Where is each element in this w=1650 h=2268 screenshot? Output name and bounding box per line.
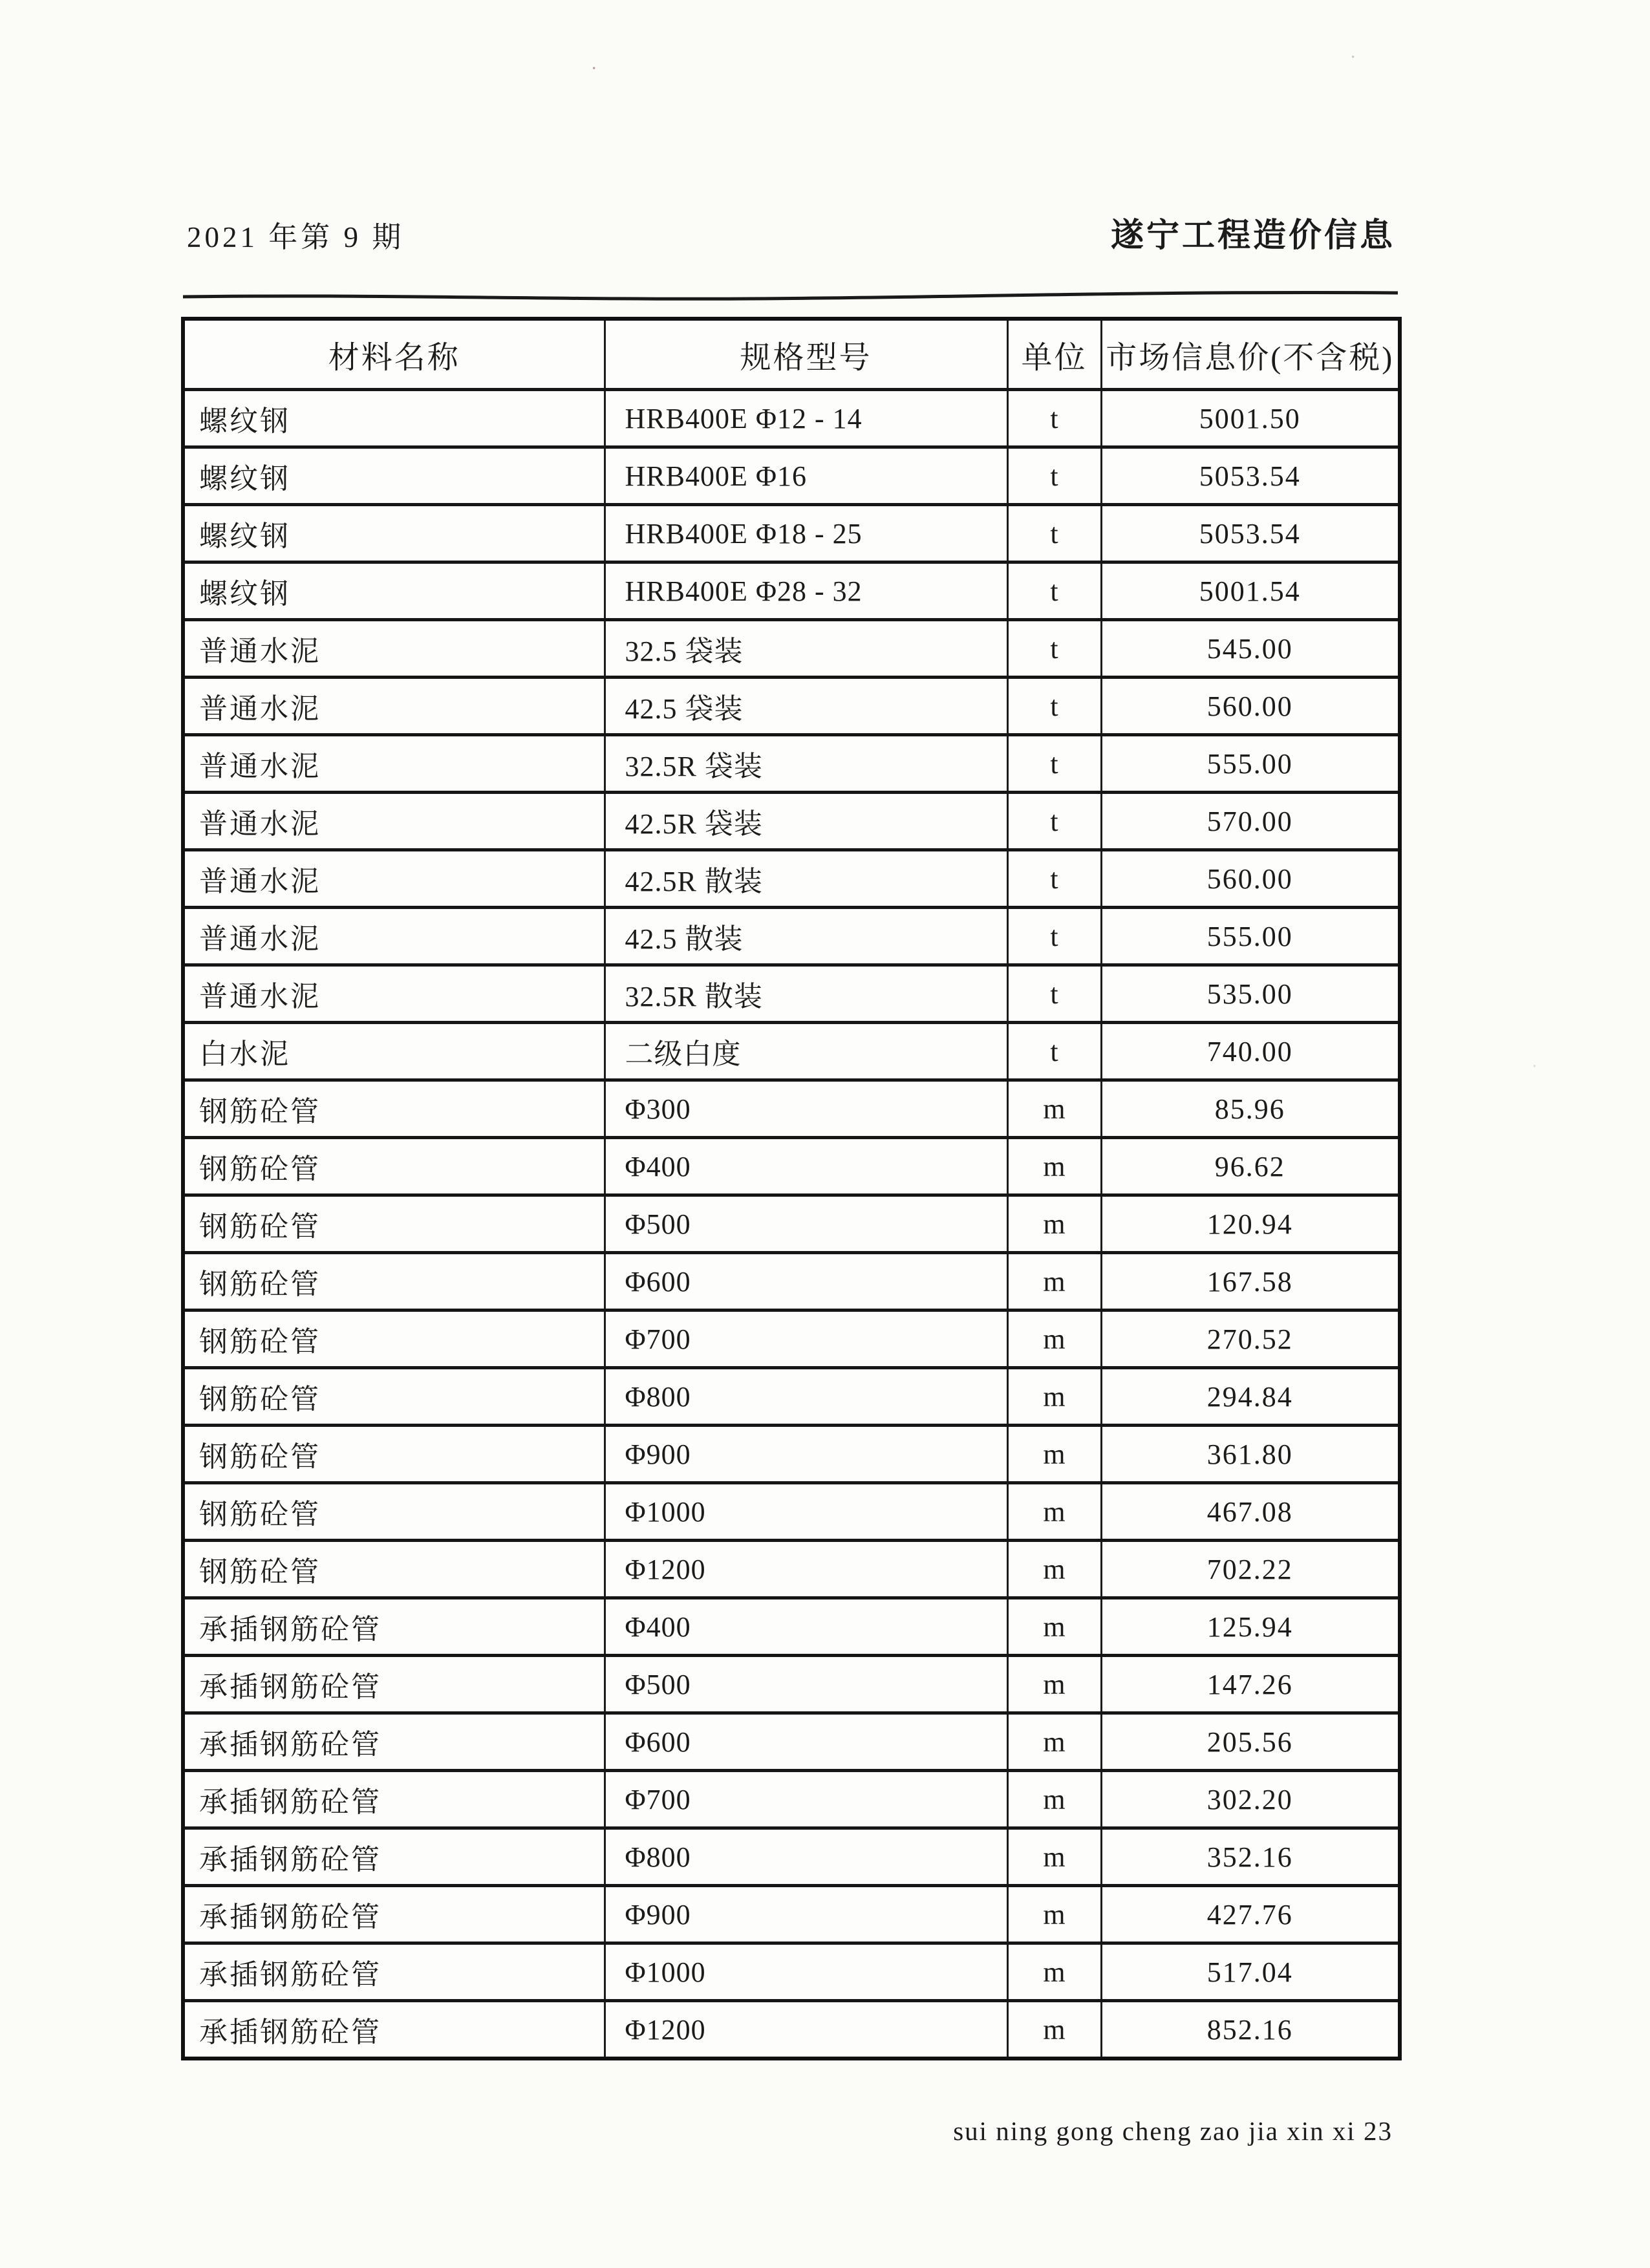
cell-unit: t [1007,505,1101,562]
cell-unit: m [1007,1713,1101,1771]
cell-price: 545.00 [1101,620,1400,678]
table-row [183,1541,1400,1598]
cell-material-name: 承插钢筋砼管 [183,1771,605,1828]
publication-title: 遂宁工程造价信息 [1110,218,1395,254]
cell-unit: t [1007,620,1101,678]
cell-spec: Φ300 [605,1080,1007,1138]
cell-price: 535.00 [1101,965,1400,1023]
table-row [183,505,1400,562]
header-row [183,319,1400,390]
cell-price: 302.20 [1101,1771,1400,1828]
cell-material-name: 普通水泥 [183,793,605,850]
cell-unit: m [1007,1138,1101,1195]
cell-unit: t [1007,965,1101,1023]
cell-unit: m [1007,1483,1101,1541]
cell-price: 5001.50 [1101,390,1400,447]
table-row [183,1828,1400,1886]
cell-material-name: 普通水泥 [183,908,605,965]
cell-spec: Φ400 [605,1138,1007,1195]
cell-unit: t [1007,850,1101,908]
cell-price: 5001.54 [1101,562,1400,620]
cell-spec: Φ400 [605,1598,1007,1656]
cell-unit: m [1007,1368,1101,1426]
table-row [183,1023,1400,1080]
cell-spec: Φ600 [605,1253,1007,1311]
cell-spec: Φ1000 [605,1943,1007,2001]
header-rule [183,290,1398,301]
table-row [183,1886,1400,1943]
table-row [183,1426,1400,1483]
cell-price: 205.56 [1101,1713,1400,1771]
cell-spec: Φ700 [605,1311,1007,1368]
cell-unit: m [1007,1541,1101,1598]
cell-price: 270.52 [1101,1311,1400,1368]
cell-unit: m [1007,1253,1101,1311]
cell-material-name: 螺纹钢 [183,562,605,620]
cell-material-name: 普通水泥 [183,850,605,908]
cell-spec: 32.5R 袋装 [605,735,1007,793]
cell-spec: Φ900 [605,1426,1007,1483]
table-row [183,735,1400,793]
cell-spec: Φ500 [605,1656,1007,1713]
cell-unit: t [1007,1023,1101,1080]
cell-price: 120.94 [1101,1195,1400,1253]
column-header: 材料名称 [183,319,605,390]
cell-unit: m [1007,2001,1101,2059]
cell-unit: m [1007,1598,1101,1656]
cell-price: 702.22 [1101,1541,1400,1598]
cell-price: 352.16 [1101,1828,1400,1886]
table-row [183,1138,1400,1195]
cell-material-name: 承插钢筋砼管 [183,1943,605,2001]
cell-material-name: 普通水泥 [183,620,605,678]
cell-price: 5053.54 [1101,447,1400,505]
cell-unit: m [1007,1195,1101,1253]
cell-price: 740.00 [1101,1023,1400,1080]
table-row [183,1080,1400,1138]
cell-price: 467.08 [1101,1483,1400,1541]
cell-price: 555.00 [1101,908,1400,965]
cell-spec: Φ600 [605,1713,1007,1771]
table-row [183,447,1400,505]
cell-unit: m [1007,1886,1101,1943]
cell-unit: m [1007,1771,1101,1828]
cell-price: 852.16 [1101,2001,1400,2059]
table-row [183,1368,1400,1426]
cell-spec: HRB400E Φ28 - 32 [605,562,1007,620]
cell-spec: Φ800 [605,1368,1007,1426]
cell-material-name: 螺纹钢 [183,447,605,505]
cell-price: 555.00 [1101,735,1400,793]
table-row [183,1311,1400,1368]
cell-spec: Φ900 [605,1886,1007,1943]
table-row [183,1598,1400,1656]
cell-unit: t [1007,793,1101,850]
cell-price: 294.84 [1101,1368,1400,1426]
price-table-body [183,390,1400,2059]
cell-spec: Φ1000 [605,1483,1007,1541]
cell-spec: 42.5 散装 [605,908,1007,965]
cell-material-name: 钢筋砼管 [183,1368,605,1426]
table-row [183,1771,1400,1828]
cell-material-name: 钢筋砼管 [183,1253,605,1311]
cell-spec: 32.5R 散装 [605,965,1007,1023]
cell-unit: t [1007,447,1101,505]
table-row [183,965,1400,1023]
table-row [183,562,1400,620]
cell-material-name: 承插钢筋砼管 [183,1886,605,1943]
price-table-head [183,319,1400,390]
column-header: 规格型号 [605,319,1007,390]
price-table [181,317,1402,2060]
table-row [183,850,1400,908]
cell-material-name: 钢筋砼管 [183,1080,605,1138]
cell-price: 560.00 [1101,850,1400,908]
cell-spec: Φ1200 [605,1541,1007,1598]
cell-spec: Φ800 [605,1828,1007,1886]
cell-price: 147.26 [1101,1656,1400,1713]
table-row [183,793,1400,850]
column-header: 单位 [1007,319,1101,390]
cell-material-name: 承插钢筋砼管 [183,1598,605,1656]
cell-material-name: 钢筋砼管 [183,1311,605,1368]
cell-material-name: 白水泥 [183,1023,605,1080]
cell-spec: 二级白度 [605,1023,1007,1080]
cell-material-name: 普通水泥 [183,735,605,793]
cell-unit: t [1007,562,1101,620]
cell-spec: HRB400E Φ12 - 14 [605,390,1007,447]
cell-material-name: 钢筋砼管 [183,1483,605,1541]
cell-price: 361.80 [1101,1426,1400,1483]
cell-spec: HRB400E Φ16 [605,447,1007,505]
table-row [183,1713,1400,1771]
table-row [183,620,1400,678]
column-header: 市场信息价(不含税) [1101,319,1400,390]
cell-material-name: 承插钢筋砼管 [183,1828,605,1886]
cell-material-name: 钢筋砼管 [183,1541,605,1598]
cell-unit: m [1007,1943,1101,2001]
issue-label: 2021 年第 9 期 [187,221,405,253]
table-row [183,2001,1400,2059]
cell-material-name: 普通水泥 [183,678,605,735]
cell-price: 125.94 [1101,1598,1400,1656]
cell-spec: Φ500 [605,1195,1007,1253]
table-row [183,1253,1400,1311]
cell-unit: m [1007,1080,1101,1138]
cell-price: 96.62 [1101,1138,1400,1195]
table-row [183,1943,1400,2001]
cell-spec: 42.5R 散装 [605,850,1007,908]
table-row [183,1195,1400,1253]
cell-unit: t [1007,678,1101,735]
cell-unit: m [1007,1311,1101,1368]
cell-price: 167.58 [1101,1253,1400,1311]
table-row [183,1656,1400,1713]
cell-spec: Φ1200 [605,2001,1007,2059]
cell-unit: m [1007,1828,1101,1886]
table-row [183,908,1400,965]
cell-price: 570.00 [1101,793,1400,850]
cell-material-name: 钢筋砼管 [183,1195,605,1253]
table-row [183,1483,1400,1541]
cell-material-name: 钢筋砼管 [183,1138,605,1195]
cell-price: 427.76 [1101,1886,1400,1943]
cell-material-name: 承插钢筋砼管 [183,1713,605,1771]
cell-unit: t [1007,908,1101,965]
table-row [183,390,1400,447]
cell-spec: Φ700 [605,1771,1007,1828]
cell-material-name: 钢筋砼管 [183,1426,605,1483]
table-row [183,678,1400,735]
cell-material-name: 螺纹钢 [183,505,605,562]
cell-spec: 32.5 袋装 [605,620,1007,678]
cell-material-name: 普通水泥 [183,965,605,1023]
cell-spec: 42.5 袋装 [605,678,1007,735]
cell-price: 560.00 [1101,678,1400,735]
cell-unit: m [1007,1426,1101,1483]
cell-material-name: 承插钢筋砼管 [183,1656,605,1713]
cell-price: 85.96 [1101,1080,1400,1138]
page-footer: sui ning gong cheng zao jia xin xi 23 [953,2116,1393,2146]
cell-price: 517.04 [1101,1943,1400,2001]
cell-spec: HRB400E Φ18 - 25 [605,505,1007,562]
cell-material-name: 承插钢筋砼管 [183,2001,605,2059]
cell-unit: t [1007,735,1101,793]
cell-unit: t [1007,390,1101,447]
cell-spec: 42.5R 袋装 [605,793,1007,850]
cell-unit: m [1007,1656,1101,1713]
cell-material-name: 螺纹钢 [183,390,605,447]
cell-price: 5053.54 [1101,505,1400,562]
